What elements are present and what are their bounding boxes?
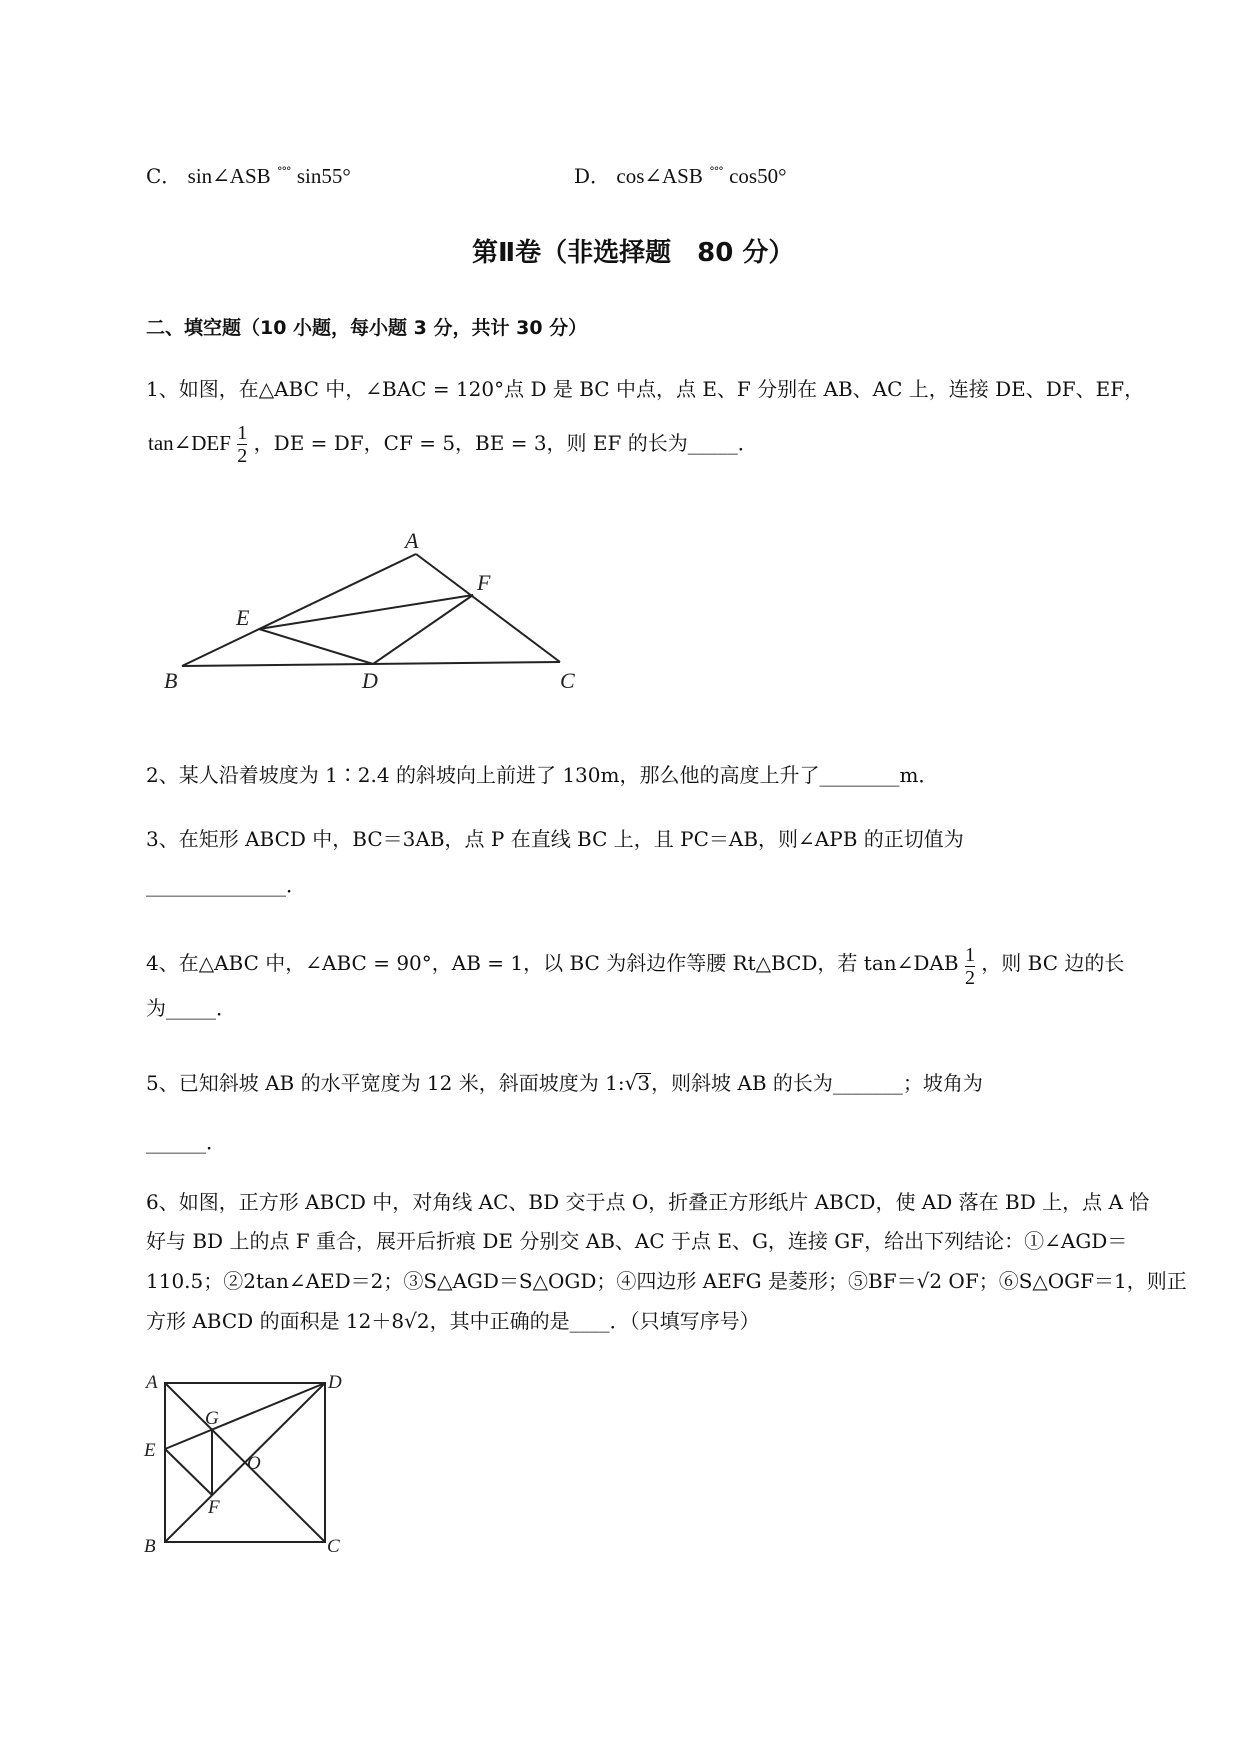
option-d-garbled-mark: °°° <box>709 165 723 178</box>
q6-line4: 方形 ABCD 的面积是 12＋8√2，其中正确的是____．（只填写序号） <box>146 1309 760 1333</box>
label-f: F <box>477 570 491 595</box>
q5-line1-a: 5、已知斜坡 AB 的水平宽度为 12 米，斜面坡度为 1: <box>146 1071 625 1095</box>
q3-line1: 3、在矩形 ABCD 中，BC＝3AB，点 P 在直线 BC 上，且 PC＝AB，则∠APB 的正切值为 <box>146 827 964 851</box>
segment-de <box>259 629 373 664</box>
q6-line1: 6、如图，正方形 ABCD 中，对角线 AC、BD 交于点 O，折叠正方形纸片 ABCD，使 AD 落在 BD 上，点 A 恰 <box>146 1190 1150 1214</box>
label-b: B <box>144 1536 156 1557</box>
label-f: F <box>208 1497 220 1518</box>
q4-line1-b: ，则 BC 边的长 <box>981 951 1125 975</box>
q4-frac-den: 2 <box>964 967 975 989</box>
q5-line1 <box>146 1071 983 1095</box>
q1-rest: ，DE = DF，CF = 5，BE = 3，则 EF 的长为_____． <box>253 431 758 455</box>
label-c: C <box>560 668 575 693</box>
label-a: A <box>405 528 419 553</box>
segment-ef <box>165 1449 212 1495</box>
q6-line3: 110.5；②2tan∠AED＝2；③S△AGD＝S△OGD；④四边形 AEFG 是菱形；⑤BF＝√2 OF；⑥S△OGF＝1，则正 <box>146 1269 1187 1293</box>
label-d: D <box>362 668 378 693</box>
q1-frac-num: 1 <box>237 422 248 444</box>
part2-title: 第Ⅱ卷（非选择题 80 分） <box>472 238 795 268</box>
q1-tan-expr: tan∠DEF <box>148 431 231 455</box>
q5-line1-b: ，则斜坡 AB 的长为_______；坡角为 <box>651 1071 983 1095</box>
q4-line1-a: 4、在△ABC 中，∠ABC = 90°，AB = 1，以 BC 为斜边作等腰 Rt△BCD，若 tan∠DAB <box>146 951 959 975</box>
q5-line2: ______． <box>146 1130 226 1154</box>
label-e: E <box>236 605 250 630</box>
label-g: G <box>205 1408 219 1429</box>
q4-line2: 为_____． <box>146 996 236 1020</box>
label-a: A <box>146 1372 158 1393</box>
label-d: D <box>328 1372 342 1393</box>
option-c-label: C． <box>146 164 182 188</box>
crease-de <box>165 1383 325 1449</box>
q4-line1 <box>146 944 1124 989</box>
label-e: E <box>144 1440 156 1461</box>
segment-ef <box>259 595 473 629</box>
q1-line2 <box>148 422 758 467</box>
q4-fraction <box>965 944 975 989</box>
triangle-figure <box>150 525 590 695</box>
option-c-garbled-mark: °°° <box>277 165 291 178</box>
q2-text: 2、某人沿着坡度为 1∶2.4 的斜坡向上前进了 130m，那么他的高度上升了________m． <box>146 763 939 787</box>
section2-heading: 二、填空题（10 小题，每小题 3 分，共计 30 分） <box>146 317 588 339</box>
option-d-expr: cos∠ASB <box>616 164 703 188</box>
option-d-rhs: cos50° <box>729 164 787 188</box>
q6-line2: 好与 BD 上的点 F 重合，展开后折痕 DE 分别交 AB、AC 于点 E、G，连接 GF，给出下列结论：①∠AGD＝ <box>146 1229 1128 1253</box>
q3-line2: ______________． <box>146 873 306 897</box>
option-d-label: D． <box>574 164 611 188</box>
label-b: B <box>164 668 178 693</box>
option-c-rhs: sin55° <box>296 164 351 188</box>
q5-sqrt-value: 3 <box>637 1071 651 1095</box>
segment-df <box>373 595 473 664</box>
sqrt-sign: √ <box>624 1071 638 1095</box>
q1-line1: 1、如图，在△ABC 中，∠BAC = 120°点 D 是 BC 中点，点 E、F 分别在 AB、AC 上，连接 DE、DF、EF， <box>146 377 1145 401</box>
option-d <box>574 160 786 188</box>
q1-fraction <box>237 422 247 467</box>
q1-frac-den: 2 <box>237 445 248 467</box>
label-c: C <box>327 1536 340 1557</box>
square-figure <box>140 1368 380 1568</box>
option-c <box>146 160 351 188</box>
option-c-expr: sin∠ASB <box>187 164 271 188</box>
label-o: O <box>247 1453 261 1474</box>
q4-frac-num: 1 <box>964 944 975 966</box>
